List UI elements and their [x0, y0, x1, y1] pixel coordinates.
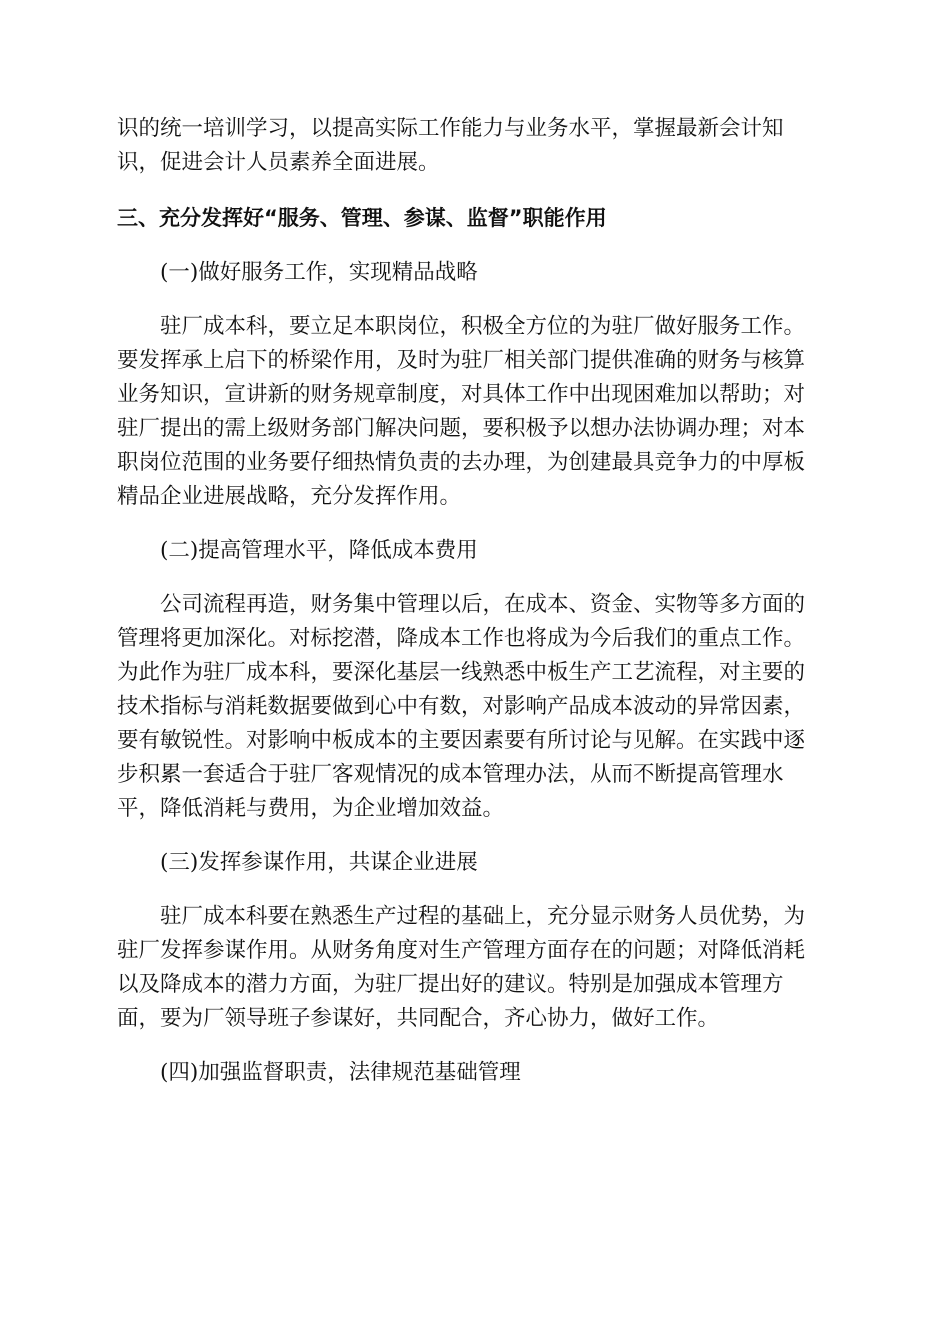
subheading-3: (三)发挥参谋作用，共谋企业进展	[160, 850, 478, 875]
text-line: 为此作为驻厂成本科，要深化基层一线熟悉中板生产工艺流程，对主要的	[117, 660, 806, 685]
text-line: 驻厂提出的需上级财务部门解决问题，要积极予以想办法协调办理；对本	[117, 416, 806, 441]
text-line: 管理将更加深化。对标挖潜，降成本工作也将成为今后我们的重点工作。	[117, 626, 806, 651]
text-line: 驻厂成本科要在熟悉生产过程的基础上，充分显示财务人员优势，为	[160, 904, 806, 929]
intro-paragraph	[117, 112, 833, 180]
paragraph-3	[117, 900, 833, 1036]
text-line: 识的统一培训学习，以提高实际工作能力与业务水平，掌握最新会计知	[117, 116, 784, 141]
subheading-2: (二)提高管理水平，降低成本费用	[160, 538, 478, 563]
text-line: 以及降成本的潜力方面，为驻厂提出好的建议。特别是加强成本管理方	[117, 972, 784, 997]
subheading-1: (一)做好服务工作，实现精品战略	[160, 260, 478, 285]
text-line: 步积累一套适合于驻厂客观情况的成本管理办法，从而不断提高管理水	[117, 762, 784, 787]
paragraph-2	[117, 588, 833, 826]
text-line: 要有敏锐性。对影响中板成本的主要因素要有所讨论与见解。在实践中逐	[117, 728, 806, 753]
text-line: 驻厂发挥参谋作用。从财务角度对生产管理方面存在的问题；对降低消耗	[117, 938, 806, 963]
text-line: 要发挥承上启下的桥梁作用，及时为驻厂相关部门提供准确的财务与核算	[117, 348, 806, 373]
text-line: 职岗位范围的业务要仔细热情负责的去办理，为创建最具竞争力的中厚板	[117, 450, 806, 475]
text-line: 平，降低消耗与费用，为企业增加效益。	[117, 796, 505, 821]
paragraph-1	[117, 310, 833, 514]
subheading-4: (四)加强监督职责，法律规范基础管理	[160, 1060, 521, 1085]
text-line: 驻厂成本科，要立足本职岗位，积极全方位的为驻厂做好服务工作。	[160, 314, 806, 339]
text-line: 识，促进会计人员素养全面进展。	[117, 150, 440, 175]
text-line: 业务知识，宣讲新的财务规章制度，对具体工作中出现困难加以帮助；对	[117, 382, 806, 407]
text-line: 技术指标与消耗数据要做到心中有数，对影响产品成本波动的异常因素，	[117, 694, 806, 719]
text-line: 公司流程再造，财务集中管理以后，在成本、资金、实物等多方面的	[160, 592, 806, 617]
section-heading: 三、充分发挥好“服务、管理、参谋、监督”职能作用	[117, 206, 607, 230]
text-line: 面，要为厂领导班子参谋好，共同配合，齐心协力，做好工作。	[117, 1006, 720, 1031]
document-page	[117, 112, 833, 1110]
text-line: 精品企业进展战略，充分发挥作用。	[117, 484, 462, 509]
